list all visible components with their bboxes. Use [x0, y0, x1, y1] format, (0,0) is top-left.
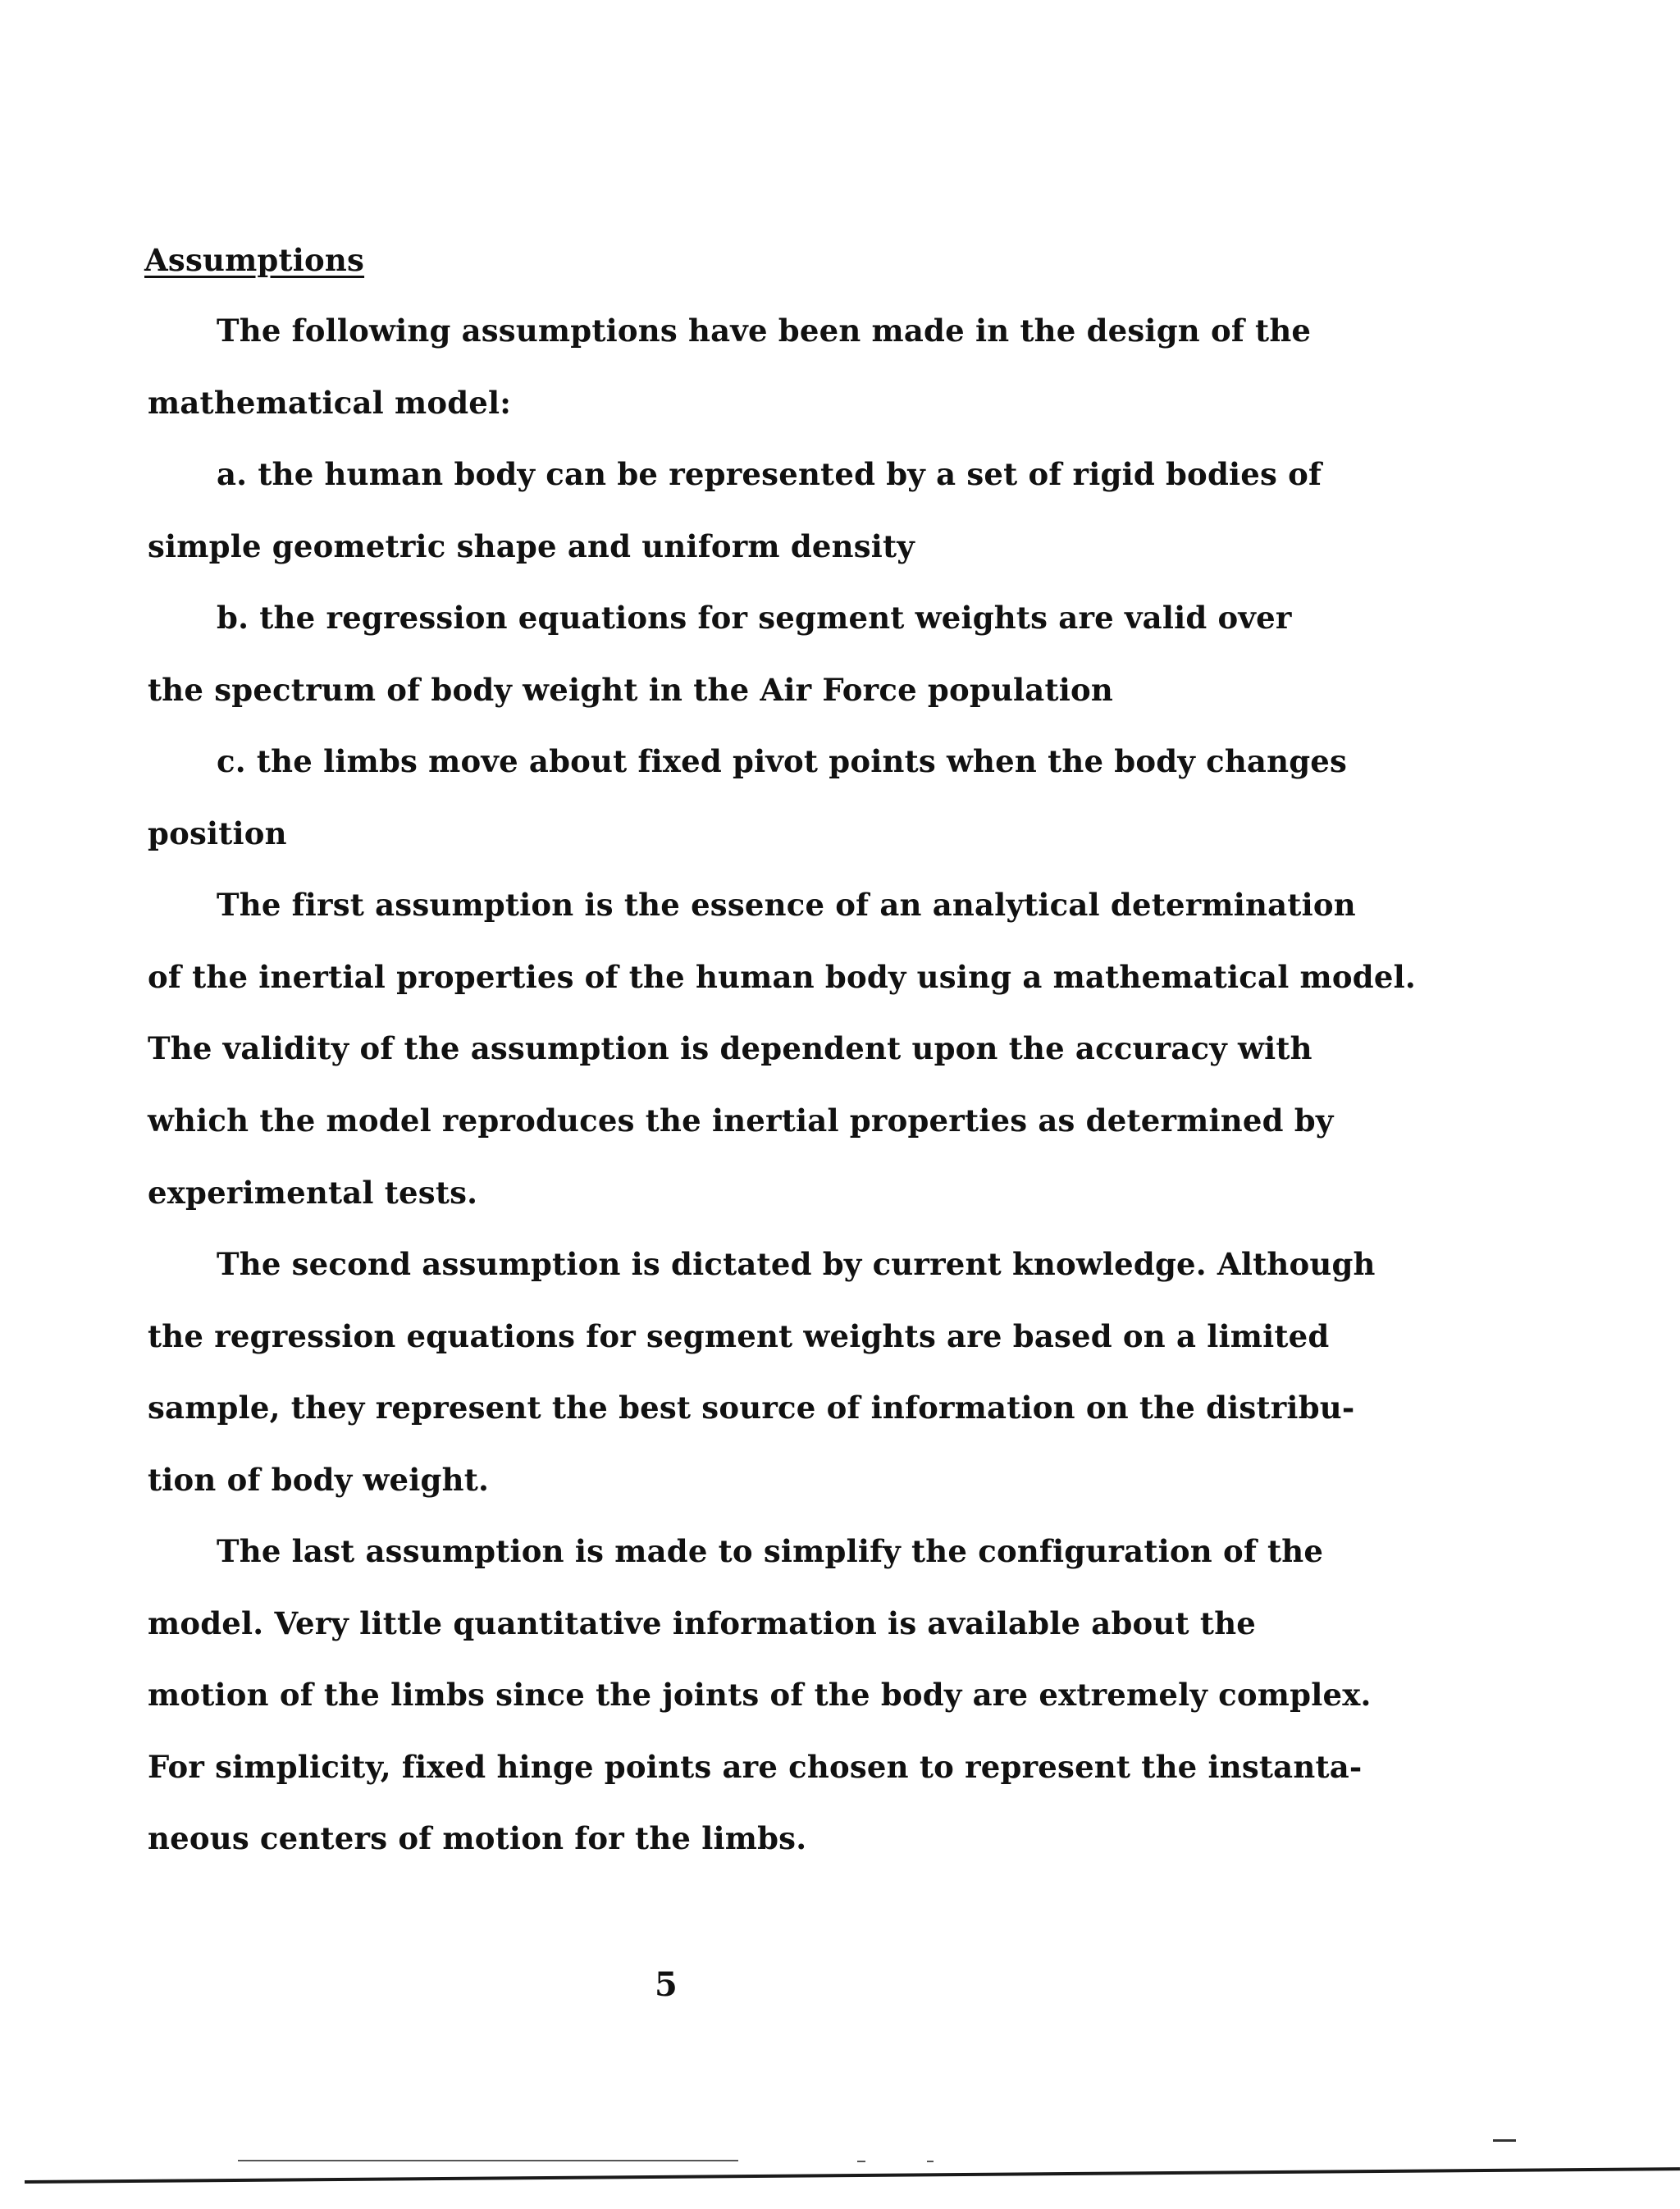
paragraph-3-line-2: model. Very little quantitative information is available about the [148, 1605, 1257, 1641]
list-item-a-line-1: a. the human body can be represented by a set of rigid bodies of [217, 456, 1322, 492]
list-item-c-line-2: position [148, 815, 287, 851]
list-item-c-line-1: c. the limbs move about fixed pivot points when the body changes [217, 743, 1348, 779]
list-item-b-line-1: b. the regression equations for segment weights are valid over [217, 600, 1292, 636]
paragraph-3-line-1: The last assumption is made to simplify the configuration of the [217, 1533, 1324, 1569]
paragraph-3-line-4: For simplicity, fixed hinge points are chosen to represent the instanta- [148, 1749, 1363, 1785]
intro-line-1: The following assumptions have been made in the design of the [217, 313, 1312, 349]
scan-artifact-mark [1493, 2139, 1516, 2142]
paragraph-1-line-3: The validity of the assumption is dependent upon the accuracy with [148, 1030, 1312, 1066]
intro-line-2: mathematical model: [148, 385, 512, 421]
paragraph-1-line-5: experimental tests. [148, 1175, 478, 1211]
section-heading: Assumptions [144, 242, 365, 278]
paragraph-2-line-1: The second assumption is dictated by current knowledge. Although [217, 1246, 1376, 1282]
paragraph-2-line-3: sample, they represent the best source of information on the distribu- [148, 1390, 1355, 1426]
paragraph-2-line-2: the regression equations for segment weights are based on a limited [148, 1318, 1330, 1354]
list-item-a-line-2: simple geometric shape and uniform density [148, 528, 915, 564]
paragraph-3-line-3: motion of the limbs since the joints of the body are extremely complex. [148, 1677, 1372, 1713]
scan-artifact-dashes [238, 2160, 738, 2161]
paragraph-2-line-4: tion of body weight. [148, 1462, 490, 1498]
paragraph-1-line-1: The first assumption is the essence of an analytical determination [217, 887, 1356, 923]
paragraph-1-line-2: of the inertial properties of the human body using a mathematical model. [148, 959, 1416, 995]
scan-artifact-dot-left [857, 2161, 865, 2162]
list-item-b-line-2: the spectrum of body weight in the Air Force population [148, 672, 1114, 708]
paragraph-1-line-4: which the model reproduces the inertial properties as determined by [148, 1102, 1334, 1139]
scan-artifact-dot-right [927, 2161, 934, 2162]
page-number: 5 [655, 1965, 678, 2004]
page-bottom-edge-line [25, 2167, 1680, 2184]
paragraph-3-line-5: neous centers of motion for the limbs. [148, 1820, 807, 1856]
